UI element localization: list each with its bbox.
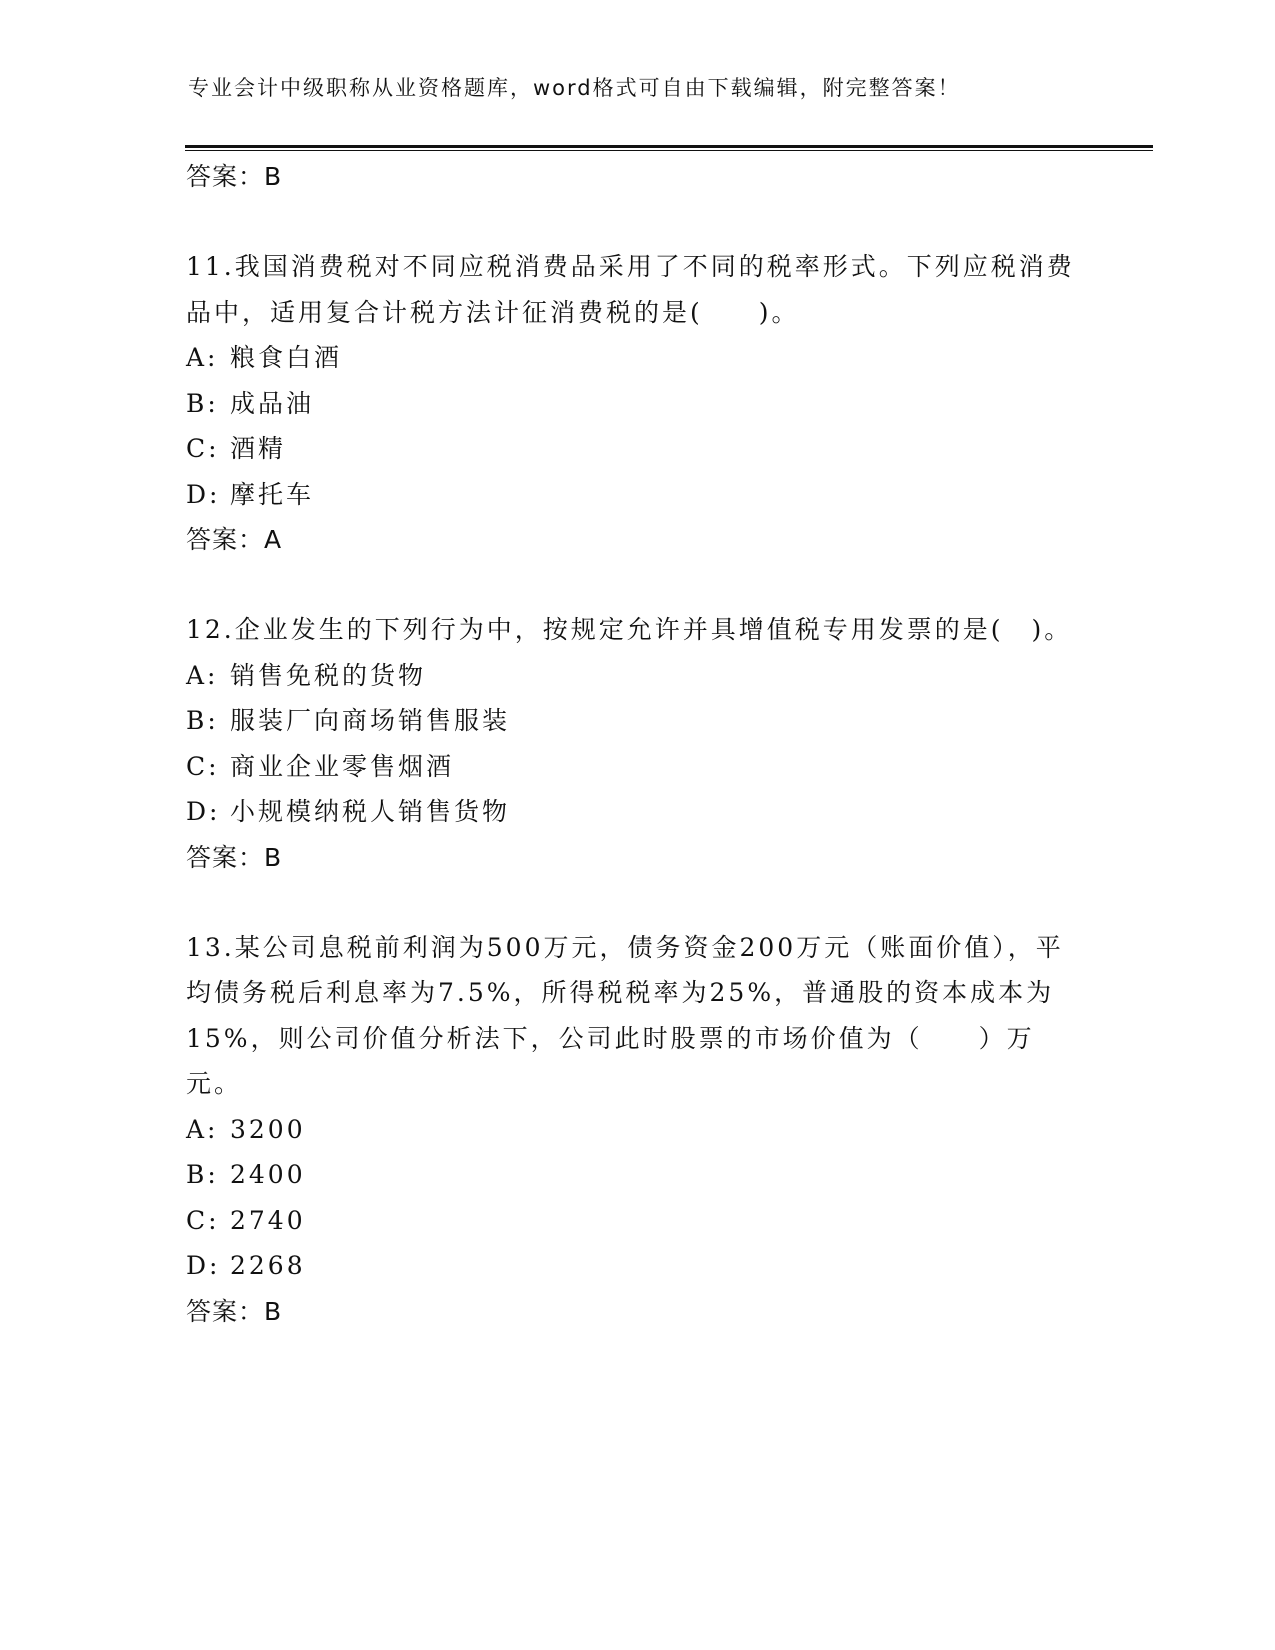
option-a	[186, 1107, 1076, 1153]
option-letter: B:	[186, 706, 219, 735]
answer-label: 答案：	[186, 525, 265, 554]
option-text: 3200	[230, 1114, 306, 1144]
header-divider-thick	[185, 145, 1153, 148]
option-letter: D:	[186, 1251, 221, 1280]
option-b	[186, 1152, 1076, 1198]
question-answer	[186, 517, 1076, 563]
previous-answer	[186, 154, 1076, 200]
option-letter: B:	[186, 1160, 219, 1189]
option-text: 2400	[230, 1160, 306, 1189]
option-text: 商业企业零售烟酒	[230, 751, 455, 781]
header-divider-thin	[185, 150, 1153, 151]
option-d	[186, 789, 1076, 835]
option-letter: A:	[186, 1114, 219, 1144]
question-stem: 11.我国消费税对不同应税消费品采用了不同的税率形式。下列应税消费品中，适用复合计税方法计征消费税的是( )。	[186, 252, 1075, 327]
question-stem: 12.企业发生的下列行为中，按规定允许并具增值税专用发票的是( )。	[186, 615, 1073, 644]
option-letter: D:	[186, 797, 221, 826]
question-11	[186, 244, 1076, 563]
option-letter: B:	[186, 388, 219, 418]
answer-label: 答案：	[186, 162, 265, 191]
option-c	[186, 744, 1076, 790]
option-b	[186, 381, 1076, 427]
option-text: 2268	[230, 1251, 306, 1280]
page-header: 专业会计中级职称从业资格题库，word格式可自由下载编辑，附完整答案！	[188, 76, 961, 100]
option-text: 小规模纳税人销售货物	[230, 797, 511, 826]
option-text: 2740	[230, 1205, 306, 1235]
spacer	[186, 881, 1076, 925]
option-d	[186, 1243, 1076, 1289]
option-text: 酒精	[230, 434, 287, 463]
option-letter: C:	[186, 434, 220, 463]
option-text: 成品油	[230, 388, 315, 418]
option-text: 销售免税的货物	[230, 660, 427, 690]
option-letter: C:	[186, 751, 220, 781]
answer-label: 答案：	[186, 842, 265, 872]
answer-value: B	[264, 1296, 283, 1326]
option-text: 摩托车	[230, 479, 315, 509]
spacer	[186, 563, 1076, 607]
answer-label: 答案：	[186, 1296, 265, 1326]
option-text: 服装厂向商场销售服装	[230, 706, 511, 735]
question-12	[186, 607, 1076, 881]
option-letter: A:	[186, 343, 219, 372]
option-b	[186, 698, 1076, 744]
question-answer	[186, 1289, 1076, 1335]
option-letter: C:	[186, 1205, 220, 1235]
option-d	[186, 472, 1076, 518]
question-stem: 13.某公司息税前利润为500万元，债务资金200万元（账面价值），平均债务税后利息率为7.5%，所得税税率为25%，普通股的资本成本为15%，则公司价值分析法下，公司此时股票的市场价值为（ ）万元。	[186, 932, 1064, 1098]
question-13	[186, 925, 1076, 1335]
question-answer	[186, 835, 1076, 881]
option-c	[186, 1198, 1076, 1244]
option-a	[186, 653, 1076, 699]
spacer	[186, 200, 1076, 244]
option-text: 粮食白酒	[230, 343, 343, 372]
option-letter: D:	[186, 479, 221, 509]
answer-value: A	[264, 525, 283, 554]
option-letter: A:	[186, 660, 219, 690]
option-c	[186, 426, 1076, 472]
answer-value: B	[264, 162, 283, 191]
document-content	[186, 154, 1076, 1335]
answer-value: B	[264, 842, 283, 872]
option-a	[186, 335, 1076, 381]
